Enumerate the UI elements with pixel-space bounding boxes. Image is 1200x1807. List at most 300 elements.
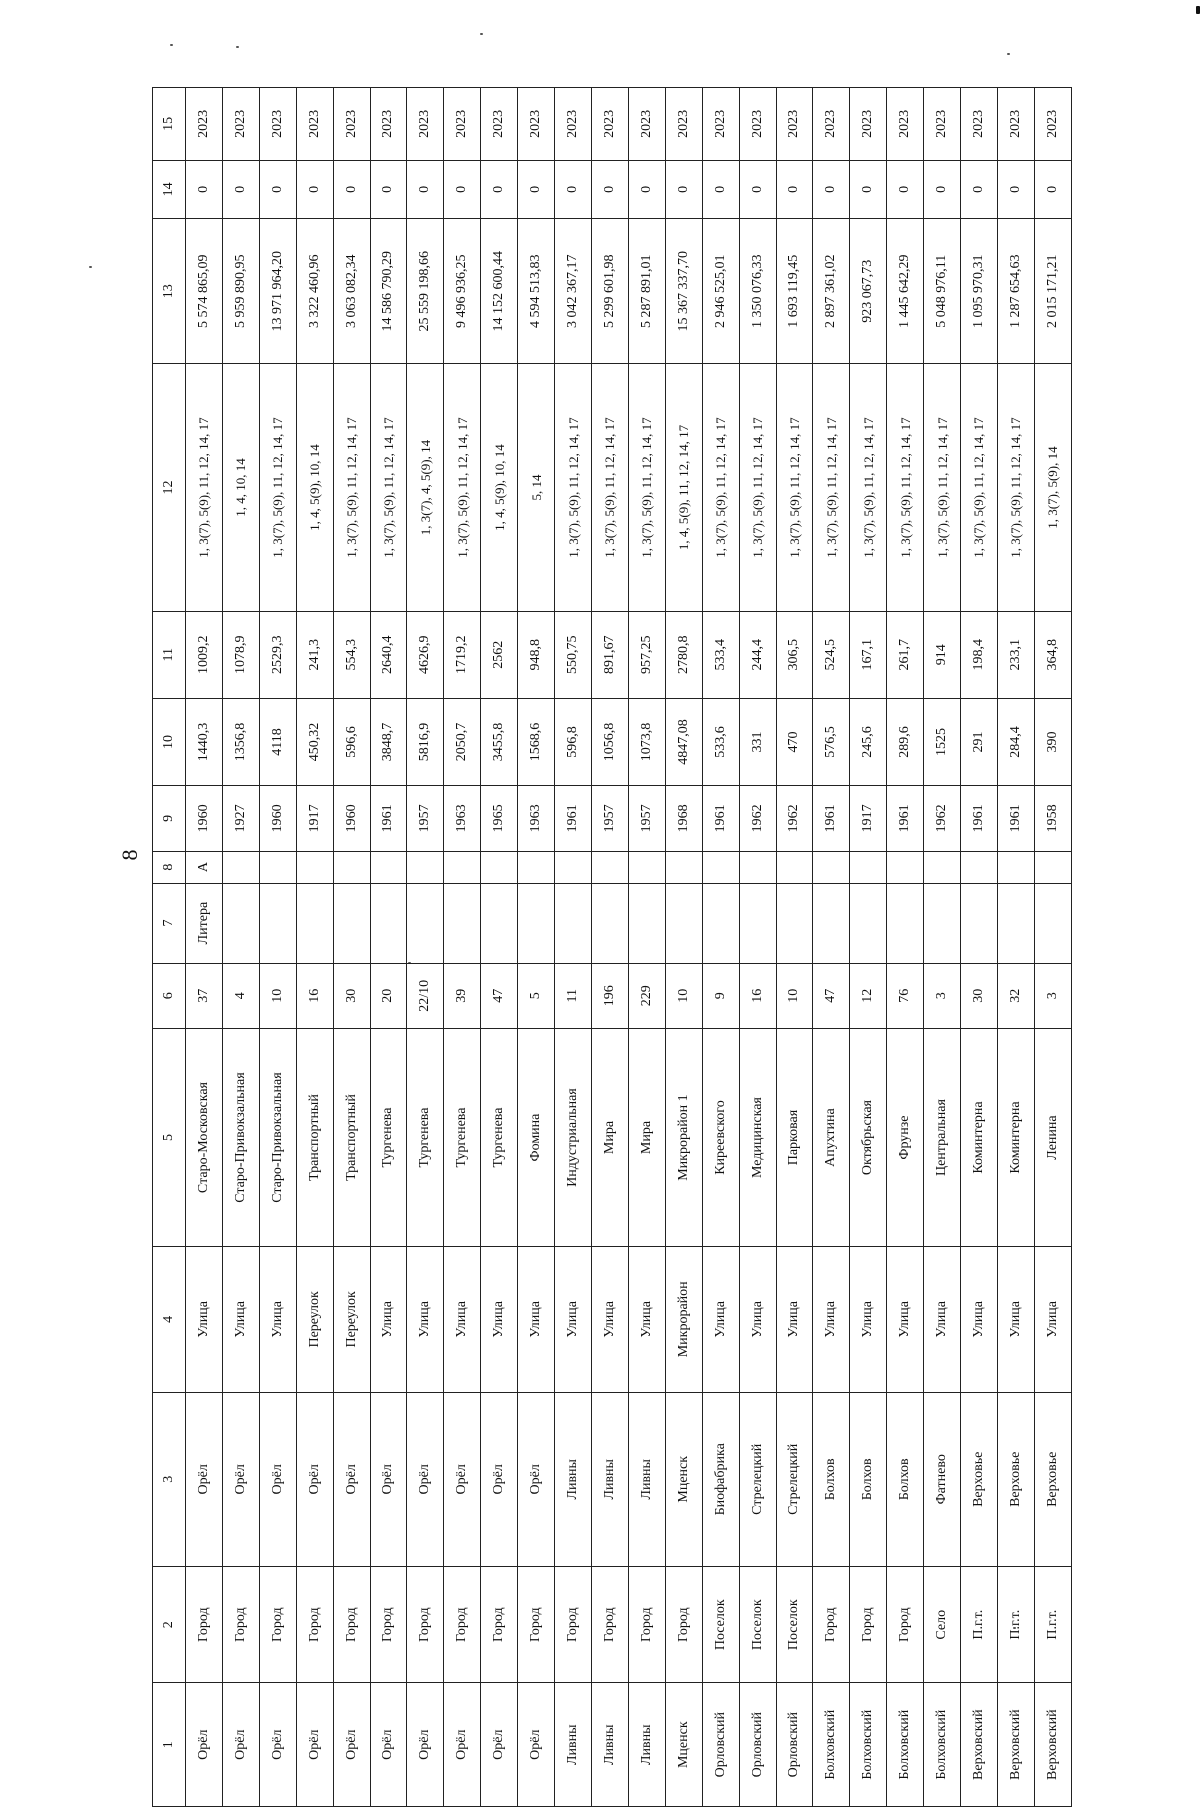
table-cell: Орловский bbox=[776, 1683, 813, 1807]
table-cell: 198,4 bbox=[961, 611, 998, 698]
table-cell: 1968 bbox=[665, 786, 702, 851]
column-header: 3 bbox=[153, 1392, 186, 1567]
table-cell bbox=[1034, 883, 1071, 963]
table-cell: 2640,4 bbox=[370, 611, 407, 698]
table-cell: 533,6 bbox=[702, 698, 739, 785]
table-cell: Город bbox=[665, 1567, 702, 1683]
table-cell: 0 bbox=[481, 160, 518, 218]
table-cell: 5816,9 bbox=[407, 698, 444, 785]
table-cell: 3 063 082,34 bbox=[333, 218, 370, 363]
table-cell: 2023 bbox=[555, 88, 592, 161]
table-cell: Город bbox=[222, 1567, 259, 1683]
table-cell: 1962 bbox=[924, 786, 961, 851]
table-cell: 2023 bbox=[444, 88, 481, 161]
table-cell: Орёл bbox=[186, 1683, 223, 1807]
table-cell: 241,3 bbox=[296, 611, 333, 698]
table-cell: П.г.т. bbox=[961, 1567, 998, 1683]
table-cell: Верховский bbox=[961, 1683, 998, 1807]
table-cell: 0 bbox=[813, 160, 850, 218]
table-row bbox=[924, 88, 961, 1807]
table-row bbox=[370, 88, 407, 1807]
table-cell: 2023 bbox=[665, 88, 702, 161]
table-cell: 1, 3(7), 5(9), 14 bbox=[1034, 364, 1071, 611]
table-cell: 1961 bbox=[370, 786, 407, 851]
table-cell: 576,5 bbox=[813, 698, 850, 785]
table-cell: Мира bbox=[591, 1028, 628, 1246]
scan-speck bbox=[170, 44, 173, 46]
table-cell bbox=[407, 883, 444, 963]
register-table bbox=[152, 87, 1072, 1807]
table-cell: Мира bbox=[628, 1028, 665, 1246]
table-cell: 1073,8 bbox=[628, 698, 665, 785]
table-cell: Парковая bbox=[776, 1028, 813, 1246]
table-cell: 16 bbox=[739, 963, 776, 1028]
table-cell: 2050,7 bbox=[444, 698, 481, 785]
table-cell: 948,8 bbox=[518, 611, 555, 698]
table-cell: 1917 bbox=[850, 786, 887, 851]
table-cell bbox=[739, 883, 776, 963]
table-cell: 1 445 642,29 bbox=[887, 218, 924, 363]
table-cell: 245,6 bbox=[850, 698, 887, 785]
table-cell: 3 bbox=[924, 963, 961, 1028]
table-cell: Транспортный bbox=[333, 1028, 370, 1246]
table-row bbox=[333, 88, 370, 1807]
table-cell: Поселок bbox=[776, 1567, 813, 1683]
column-header: 6 bbox=[153, 963, 186, 1028]
table-cell: Микрорайон bbox=[665, 1247, 702, 1392]
table-cell: Верховье bbox=[997, 1392, 1034, 1567]
table-cell: 12 bbox=[850, 963, 887, 1028]
table-row bbox=[444, 88, 481, 1807]
table-row bbox=[961, 88, 998, 1807]
table-cell: 2 897 361,02 bbox=[813, 218, 850, 363]
column-header: 7 bbox=[153, 883, 186, 963]
table-cell: Верховский bbox=[1034, 1683, 1071, 1807]
table-cell: Город bbox=[370, 1567, 407, 1683]
table-cell: 450,32 bbox=[296, 698, 333, 785]
table-cell: 0 bbox=[333, 160, 370, 218]
table-cell: Орёл bbox=[222, 1683, 259, 1807]
table-cell: 1958 bbox=[1034, 786, 1071, 851]
table-cell: 4847,08 bbox=[665, 698, 702, 785]
table-cell: Болхов bbox=[813, 1392, 850, 1567]
table-cell: 1917 bbox=[296, 786, 333, 851]
table-row bbox=[813, 88, 850, 1807]
table-row bbox=[296, 88, 333, 1807]
table-cell: 2023 bbox=[702, 88, 739, 161]
table-cell: 1957 bbox=[591, 786, 628, 851]
table-cell: 2780,8 bbox=[665, 611, 702, 698]
table-cell: Киреевского bbox=[702, 1028, 739, 1246]
table-cell: 4626,9 bbox=[407, 611, 444, 698]
table-cell: Старо-Привокзальная bbox=[222, 1028, 259, 1246]
table-cell: Ливны bbox=[628, 1683, 665, 1807]
table-cell: Улица bbox=[518, 1247, 555, 1392]
table-cell: 2023 bbox=[961, 88, 998, 161]
table-cell: 470 bbox=[776, 698, 813, 785]
table-cell: Старо-Привокзальная bbox=[259, 1028, 296, 1246]
table-cell: Болховский bbox=[924, 1683, 961, 1807]
table-cell: А bbox=[186, 851, 223, 883]
table-cell: 1, 3(7), 5(9), 11, 12, 14, 17 bbox=[628, 364, 665, 611]
table-cell: Орёл bbox=[259, 1683, 296, 1807]
table-cell: Улица bbox=[591, 1247, 628, 1392]
table-cell: 1525 bbox=[924, 698, 961, 785]
table-cell: Тургенева bbox=[444, 1028, 481, 1246]
table-cell: Болхов bbox=[850, 1392, 887, 1567]
table-cell: Город bbox=[296, 1567, 333, 1683]
table-cell: Улица bbox=[887, 1247, 924, 1392]
table-cell: 11 bbox=[555, 963, 592, 1028]
table-cell: Улица bbox=[407, 1247, 444, 1392]
table-cell: Литера bbox=[186, 883, 223, 963]
table-cell: 20 bbox=[370, 963, 407, 1028]
table-cell bbox=[813, 883, 850, 963]
table-cell: 923 067,73 bbox=[850, 218, 887, 363]
table-cell: 0 bbox=[555, 160, 592, 218]
table-cell: Улица bbox=[997, 1247, 1034, 1392]
table-cell: Город bbox=[333, 1567, 370, 1683]
table-cell bbox=[1034, 851, 1071, 883]
table-cell: Город bbox=[407, 1567, 444, 1683]
table-cell: 2023 bbox=[296, 88, 333, 161]
table-cell: 1962 bbox=[776, 786, 813, 851]
table-cell: 2023 bbox=[776, 88, 813, 161]
table-cell: 2023 bbox=[370, 88, 407, 161]
table-row bbox=[887, 88, 924, 1807]
table-cell bbox=[518, 851, 555, 883]
table-cell bbox=[702, 851, 739, 883]
table-cell: Стрелецкий bbox=[739, 1392, 776, 1567]
table-cell: Стрелецкий bbox=[776, 1392, 813, 1567]
table-cell bbox=[296, 883, 333, 963]
table-cell: 3848,7 bbox=[370, 698, 407, 785]
table-cell: 1 693 119,45 bbox=[776, 218, 813, 363]
table-cell: 4118 bbox=[259, 698, 296, 785]
table-cell: 0 bbox=[1034, 160, 1071, 218]
table-cell bbox=[628, 883, 665, 963]
scan-speck bbox=[1007, 53, 1010, 55]
table-cell: 2023 bbox=[333, 88, 370, 161]
scan-speck bbox=[480, 33, 483, 35]
table-cell: Улица bbox=[259, 1247, 296, 1392]
table-cell: 167,1 bbox=[850, 611, 887, 698]
table-cell: 1, 3(7), 5(9), 11, 12, 14, 17 bbox=[813, 364, 850, 611]
table-cell: 1961 bbox=[961, 786, 998, 851]
table-cell: 0 bbox=[628, 160, 665, 218]
table-row bbox=[776, 88, 813, 1807]
table-cell: Биофабрика bbox=[702, 1392, 739, 1567]
table-cell: 1957 bbox=[407, 786, 444, 851]
table-cell: Город bbox=[444, 1567, 481, 1683]
table-cell: 2023 bbox=[259, 88, 296, 161]
table-cell bbox=[591, 851, 628, 883]
table-cell: 9 bbox=[702, 963, 739, 1028]
table-cell: Город bbox=[850, 1567, 887, 1683]
table-cell: Орёл bbox=[333, 1392, 370, 1567]
table-cell: Город bbox=[813, 1567, 850, 1683]
table-cell bbox=[813, 851, 850, 883]
table-cell: 0 bbox=[924, 160, 961, 218]
table-cell: Улица bbox=[555, 1247, 592, 1392]
table-row bbox=[259, 88, 296, 1807]
table-cell: Орёл bbox=[296, 1392, 333, 1567]
table-cell: 2023 bbox=[739, 88, 776, 161]
table-cell: Орёл bbox=[333, 1683, 370, 1807]
table-cell bbox=[481, 883, 518, 963]
table-cell: Болхов bbox=[887, 1392, 924, 1567]
table-cell: 9 496 936,25 bbox=[444, 218, 481, 363]
table-cell: 2 015 171,21 bbox=[1034, 218, 1071, 363]
table-cell bbox=[961, 851, 998, 883]
table-cell bbox=[370, 883, 407, 963]
table-cell: Тургенева bbox=[481, 1028, 518, 1246]
table-cell bbox=[222, 883, 259, 963]
table-cell: 0 bbox=[259, 160, 296, 218]
table-cell bbox=[555, 851, 592, 883]
table-cell: Город bbox=[591, 1567, 628, 1683]
table-cell bbox=[444, 851, 481, 883]
table-cell bbox=[481, 851, 518, 883]
table-cell: 1719,2 bbox=[444, 611, 481, 698]
table-cell: Орёл bbox=[370, 1683, 407, 1807]
table-cell: 0 bbox=[444, 160, 481, 218]
table-cell: Орёл bbox=[296, 1683, 333, 1807]
table-cell: 1, 3(7), 4, 5(9), 14 bbox=[407, 364, 444, 611]
table-cell bbox=[776, 851, 813, 883]
table-cell: 364,8 bbox=[1034, 611, 1071, 698]
table-cell: 0 bbox=[370, 160, 407, 218]
table-cell: 0 bbox=[518, 160, 555, 218]
table-cell: 1, 3(7), 5(9), 11, 12, 14, 17 bbox=[887, 364, 924, 611]
table-cell: Старо-Московская bbox=[186, 1028, 223, 1246]
table-cell: 1056,8 bbox=[591, 698, 628, 785]
table-cell bbox=[961, 883, 998, 963]
table-cell: 0 bbox=[887, 160, 924, 218]
table-cell: 5 299 601,98 bbox=[591, 218, 628, 363]
table-cell: 1963 bbox=[518, 786, 555, 851]
column-header: 14 bbox=[153, 160, 186, 218]
table-cell: 1009,2 bbox=[186, 611, 223, 698]
table-cell: 15 367 337,70 bbox=[665, 218, 702, 363]
table-cell: Улица bbox=[702, 1247, 739, 1392]
table-cell: 1, 3(7), 5(9), 11, 12, 14, 17 bbox=[591, 364, 628, 611]
table-cell: Орёл bbox=[259, 1392, 296, 1567]
table-cell: Фомина bbox=[518, 1028, 555, 1246]
table-cell: 0 bbox=[702, 160, 739, 218]
table-cell: 0 bbox=[407, 160, 444, 218]
table-row bbox=[702, 88, 739, 1807]
table-cell: Медицинская bbox=[739, 1028, 776, 1246]
table-cell: 2023 bbox=[1034, 88, 1071, 161]
table-cell: 524,5 bbox=[813, 611, 850, 698]
table-cell: Улица bbox=[813, 1247, 850, 1392]
table-cell: Поселок bbox=[739, 1567, 776, 1683]
register-table-rotated bbox=[152, 87, 1072, 1807]
table-cell: 10 bbox=[776, 963, 813, 1028]
table-cell: Переулок bbox=[333, 1247, 370, 1392]
table-cell: Улица bbox=[370, 1247, 407, 1392]
table-cell: Октябрьская bbox=[850, 1028, 887, 1246]
table-cell: 196 bbox=[591, 963, 628, 1028]
table-cell: 229 bbox=[628, 963, 665, 1028]
table-cell: 30 bbox=[333, 963, 370, 1028]
table-cell bbox=[259, 883, 296, 963]
table-row bbox=[407, 88, 444, 1807]
table-cell: П.г.т. bbox=[997, 1567, 1034, 1683]
table-cell bbox=[924, 851, 961, 883]
table-cell: 0 bbox=[850, 160, 887, 218]
table-cell: Ливны bbox=[591, 1683, 628, 1807]
table-cell: 2023 bbox=[407, 88, 444, 161]
table-cell: 1961 bbox=[702, 786, 739, 851]
table-cell: Город bbox=[887, 1567, 924, 1683]
table-cell bbox=[997, 851, 1034, 883]
table-cell: 1, 4, 5(9), 11, 12, 14, 17 bbox=[665, 364, 702, 611]
table-cell: 2023 bbox=[628, 88, 665, 161]
table-cell: 533,4 bbox=[702, 611, 739, 698]
table-cell bbox=[665, 883, 702, 963]
table-cell: Улица bbox=[739, 1247, 776, 1392]
table-cell: 76 bbox=[887, 963, 924, 1028]
table-cell bbox=[259, 851, 296, 883]
table-cell: 0 bbox=[296, 160, 333, 218]
table-cell: 39 bbox=[444, 963, 481, 1028]
table-cell: Орёл bbox=[186, 1392, 223, 1567]
table-cell: 891,67 bbox=[591, 611, 628, 698]
table-cell: Апухтина bbox=[813, 1028, 850, 1246]
table-row bbox=[591, 88, 628, 1807]
table-cell: 2023 bbox=[997, 88, 1034, 161]
table-cell: 13 971 964,20 bbox=[259, 218, 296, 363]
scan-speck bbox=[89, 266, 92, 268]
table-cell: Переулок bbox=[296, 1247, 333, 1392]
table-cell: 1, 3(7), 5(9), 11, 12, 14, 17 bbox=[776, 364, 813, 611]
table-cell: Орёл bbox=[481, 1392, 518, 1567]
table-cell: 1356,8 bbox=[222, 698, 259, 785]
table-cell: Верховский bbox=[997, 1683, 1034, 1807]
table-cell: 5 574 865,09 bbox=[186, 218, 223, 363]
table-cell: Орёл bbox=[222, 1392, 259, 1567]
table-cell: Орёл bbox=[407, 1683, 444, 1807]
table-cell bbox=[370, 851, 407, 883]
table-cell: 1 095 970,31 bbox=[961, 218, 998, 363]
table-cell bbox=[739, 851, 776, 883]
table-cell bbox=[222, 851, 259, 883]
table-cell: Орловский bbox=[739, 1683, 776, 1807]
table-cell: Улица bbox=[924, 1247, 961, 1392]
column-header: 4 bbox=[153, 1247, 186, 1392]
table-cell: 596,8 bbox=[555, 698, 592, 785]
table-cell: 550,75 bbox=[555, 611, 592, 698]
table-cell: 1, 4, 5(9), 10, 14 bbox=[481, 364, 518, 611]
table-cell bbox=[776, 883, 813, 963]
table-cell: 16 bbox=[296, 963, 333, 1028]
table-cell bbox=[850, 883, 887, 963]
table-cell: Поселок bbox=[702, 1567, 739, 1683]
column-header: 5 bbox=[153, 1028, 186, 1246]
column-header: 2 bbox=[153, 1567, 186, 1683]
table-cell: 0 bbox=[665, 160, 702, 218]
table-cell: Индустриальная bbox=[555, 1028, 592, 1246]
table-cell: 3 bbox=[1034, 963, 1071, 1028]
table-cell bbox=[665, 851, 702, 883]
column-header: 8 bbox=[153, 851, 186, 883]
table-row bbox=[186, 88, 223, 1807]
table-cell: Мценск bbox=[665, 1683, 702, 1807]
table-cell: Орёл bbox=[407, 1392, 444, 1567]
table-cell: 1962 bbox=[739, 786, 776, 851]
table-cell: 233,1 bbox=[997, 611, 1034, 698]
table-cell: Город bbox=[481, 1567, 518, 1683]
table-cell: 2562 bbox=[481, 611, 518, 698]
table-cell: 1963 bbox=[444, 786, 481, 851]
column-header: 11 bbox=[153, 611, 186, 698]
table-cell: 47 bbox=[481, 963, 518, 1028]
table-row bbox=[997, 88, 1034, 1807]
table-row bbox=[850, 88, 887, 1807]
table-cell: 261,7 bbox=[887, 611, 924, 698]
table-cell: 0 bbox=[222, 160, 259, 218]
table-cell: 2023 bbox=[186, 88, 223, 161]
table-cell: Город bbox=[518, 1567, 555, 1683]
table-cell: 14 152 600,44 bbox=[481, 218, 518, 363]
table-cell bbox=[407, 851, 444, 883]
table-cell: Верховье bbox=[1034, 1392, 1071, 1567]
table-cell: 1960 bbox=[186, 786, 223, 851]
table-cell: 10 bbox=[665, 963, 702, 1028]
table-cell: Город bbox=[259, 1567, 296, 1683]
table-cell: 284,4 bbox=[997, 698, 1034, 785]
table-cell bbox=[887, 883, 924, 963]
table-cell bbox=[924, 883, 961, 963]
table-cell: Улица bbox=[776, 1247, 813, 1392]
table-cell: 306,5 bbox=[776, 611, 813, 698]
table-cell: 1, 3(7), 5(9), 11, 12, 14, 17 bbox=[997, 364, 1034, 611]
table-cell: 1960 bbox=[333, 786, 370, 851]
table-cell: 0 bbox=[739, 160, 776, 218]
column-header: 10 bbox=[153, 698, 186, 785]
table-cell: 5 048 976,11 bbox=[924, 218, 961, 363]
table-cell: Ленина bbox=[1034, 1028, 1071, 1246]
table-cell bbox=[591, 883, 628, 963]
table-cell: 0 bbox=[961, 160, 998, 218]
table-cell: 2023 bbox=[518, 88, 555, 161]
table-cell: 3 042 367,17 bbox=[555, 218, 592, 363]
table-cell: Город bbox=[186, 1567, 223, 1683]
table-row bbox=[481, 88, 518, 1807]
table-cell: 289,6 bbox=[887, 698, 924, 785]
table-cell: 22/10 bbox=[407, 963, 444, 1028]
table-cell: Микрорайон 1 bbox=[665, 1028, 702, 1246]
table-row bbox=[665, 88, 702, 1807]
table-cell: Улица bbox=[444, 1247, 481, 1392]
table-cell: 1, 3(7), 5(9), 11, 12, 14, 17 bbox=[924, 364, 961, 611]
table-cell: 2023 bbox=[222, 88, 259, 161]
table-cell: Центральная bbox=[924, 1028, 961, 1246]
table-cell: 1, 3(7), 5(9), 11, 12, 14, 17 bbox=[186, 364, 223, 611]
table-cell: 1, 3(7), 5(9), 11, 12, 14, 17 bbox=[961, 364, 998, 611]
table-cell: 1, 3(7), 5(9), 11, 12, 14, 17 bbox=[555, 364, 592, 611]
table-cell bbox=[444, 883, 481, 963]
table-cell: Мценск bbox=[665, 1392, 702, 1567]
table-cell: 1960 bbox=[259, 786, 296, 851]
table-cell: 2023 bbox=[850, 88, 887, 161]
table-cell: 554,3 bbox=[333, 611, 370, 698]
table-cell bbox=[555, 883, 592, 963]
table-row bbox=[222, 88, 259, 1807]
column-header: 12 bbox=[153, 364, 186, 611]
